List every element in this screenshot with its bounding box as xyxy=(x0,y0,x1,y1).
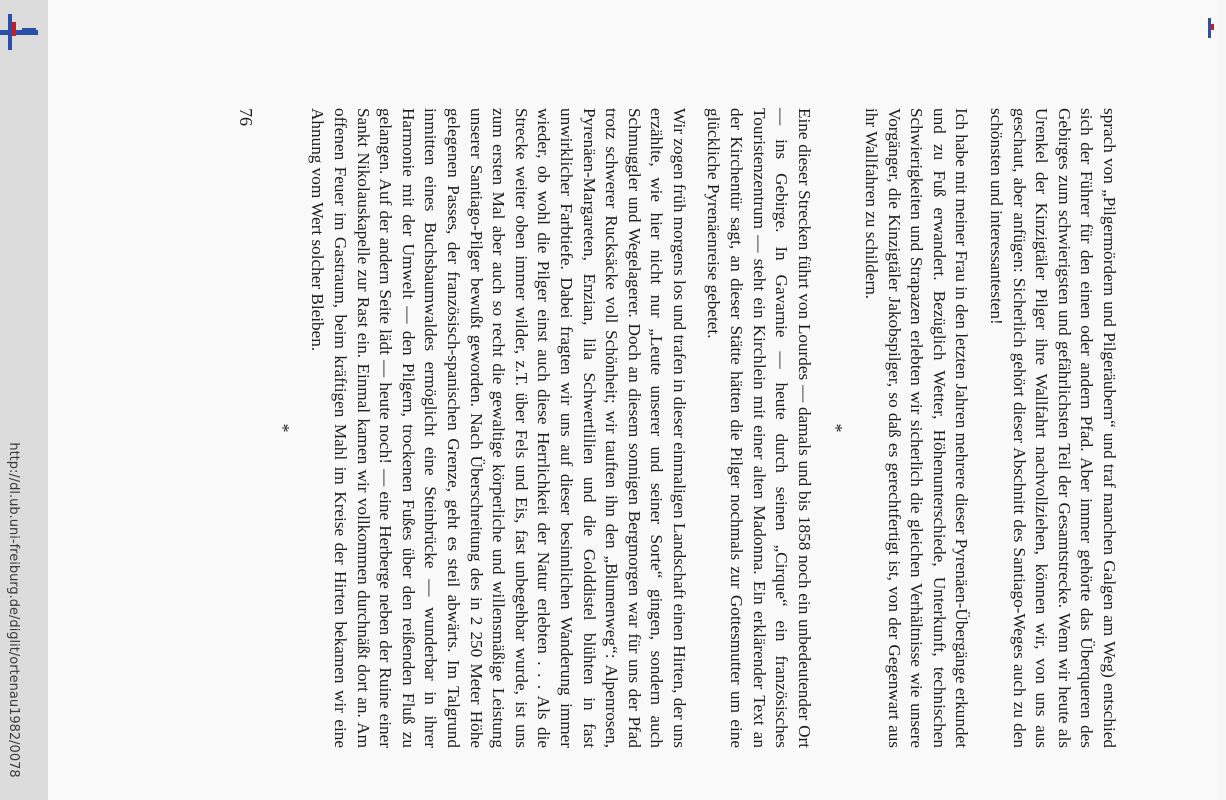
paragraph: Eine dieser Strecken führt von Lourdes — damals und bis 1858 noch ein unbedeutender Ort — ins Gebirge. In Gavarnie — heute durch seinen „Cirque“ ein französisches Touristenzentrum — steht ein Kirchlein mit einer alten Madonna. Ein erklärender Text an der Kirchentür sagt, an dieser Stätte hätten die Pilger nochmals zur Gottesmutter um eine glückliche Pyrenäenreise gebetet. xyxy=(704,108,814,748)
scan-edge-mark-icon xyxy=(1208,18,1214,38)
watermark-url: http://dl.ub.uni-freiburg.de/diglit/ortenau1982/0078 xyxy=(6,442,21,778)
viewer-sidebar xyxy=(0,0,48,800)
paragraph: Wir zogen früh morgens los und trafen in dieser einmaligen Landschaft einen Hirten, der uns erzählte, wie hier nicht nur „Leute unserer und seiner Sorte“ gingen, sondern auch Schmuggler und Wegelagerer. Doch an diesem sonnigen Bergmorgen war für uns der Pfad trotz schwerer Rucksäcke voll Schönheit; wir tauften ihn den „Blumenweg“: Alpenrosen, Pyrenäen-Margareten, Enzian, lila Schwertlilien und die Golddistel blühten in fast unwirklicher Farbtiefe. Dabei fragten wir uns auf dieser besinnlichen Wanderung immer wieder, ob wohl die Pilger einst auch diese Herrlichkeit der Natur erlebten . . . Als die Strecke weiter oben immer wilder, z.T. über Fels und Eis, fast unbegehbar wurde, ist uns zum ersten Mal aber auch so recht die gewaltige körperliche und willensmäßige Leistung unserer Santiago-Pilger bewußt geworden. Nach Überschreitung des in 2 250 Meter Höhe gelegenen Passes, der französisch-spanischen Grenze, geht es steil abwärts. Im Talgrund inmitten eines Buchsbaumwaldes ermöglicht eine Steinbrücke — wunderbar in ihrer Harmonie mit der Umwelt — den Pilgern, trockenen Fußes über den reißenden Fluß zu gelangen. Auf der andern Seite lädt — heute noch! — eine Herberge neben der Ruine einer Sankt Nikolauskapelle zur Rast ein. Einmal kamen wir vollkommen durchnäßt dort an. Am offenen Feuer im Gastraum, beim kräftigen Mahl im Kreise der Hirten bekamen wir eine Ahnung vom Wert solcher Bleiben. xyxy=(308,108,689,748)
page-number: 76 xyxy=(236,108,257,126)
section-separator: * xyxy=(826,423,847,433)
section-separator: * xyxy=(272,423,293,433)
paragraph: sprach von „Pilgermördern und Pilgeräubern“ und traf manchen Galgen am Weg) entschied sich der Führer für den einen oder andern Pfad. Aber immer gehörte das Überqueren des Gebirges zum schwierigsten und gefährlichsten Teil der Gesamtstrecke. Wenn wir heute als Urenkel der Kinzigtäler Pilger ihre Wallfahrt nachvollziehen, können wir, von uns aus geschaut, aber anfügen: Sicherlich gehört dieser Abschnitt des Santiago-Weges auch zu den schönsten und interessantesten! xyxy=(987,108,1119,748)
paragraph: Ich habe mit meiner Frau in den letzten Jahren mehrere dieser Pyrenäen-Übergänge erkundet und zu Fuß erwandert. Bezüglich Wetter, Höhenunterschiede, Unterkunft, technischen Schwierigkeiten und Strapazen erlebten wir sicherlich die gleichen Verhältnisse wie unsere Vorgänger, die Kinzigtäler Jakobspilger, so daß es gerechtfertigt ist, von der Gegenwart aus ihr Wallfahren zu schildern. xyxy=(862,108,972,748)
library-logo-icon xyxy=(0,0,48,60)
text-column xyxy=(235,108,1120,748)
rotated-text-block xyxy=(120,108,1120,748)
digitization-watermark xyxy=(0,442,24,800)
